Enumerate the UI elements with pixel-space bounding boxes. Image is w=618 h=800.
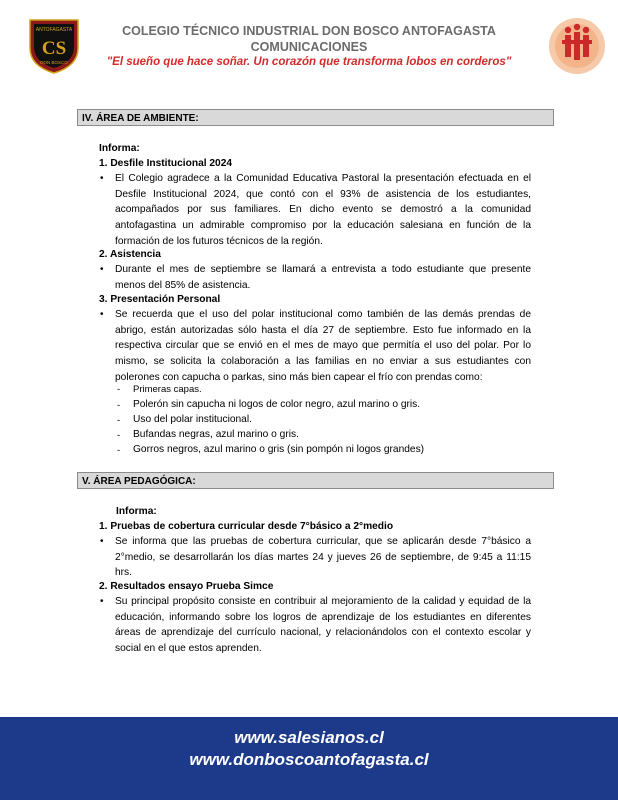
svg-text:CS: CS (41, 38, 67, 59)
paragraph-presentacion: Se recuerda que el uso del polar institucional como también de las demás prendas de abrigo, están autorizadas sólo hasta el día 27 de septiembre. Esto fue informado en la respectiva circular que se envió en el mes de mayo que permitía el uso del polar. Por lo mismo, se solicita la colaboración a las familias en no enviar a sus estudiantes con polerones con capucha o parkas, sino más bien capear el frío con prendas como: (115, 309, 531, 383)
item-title-desfile: 1. Desfile Institucional 2024 (99, 158, 233, 169)
bullet-icon: • (100, 264, 104, 275)
item-title-asistencia: 2. Asistencia (99, 249, 161, 260)
dash-icon: - (117, 430, 121, 441)
list-item: Gorros negros, azul marino o gris (sin pompón ni logos grandes) (133, 444, 425, 455)
footer-link-donbosco[interactable]: www.donboscoantofagasta.cl (189, 750, 429, 769)
dash-icon: - (117, 384, 121, 395)
item-title-presentacion: 3. Presentación Personal (99, 294, 221, 305)
svg-text:ANTOFAGASTA: ANTOFAGASTA (35, 27, 73, 33)
school-name: COLEGIO TÉCNICO INDUSTRIAL DON BOSCO ANTOFAGASTA (122, 24, 496, 38)
school-motto: "El sueño que hace soñar. Un corazón que transforma lobos en corderos" (106, 56, 512, 68)
list-item: Uso del polar institucional. (133, 414, 252, 425)
section-header-pedagogica: V. ÁREA PEDAGÓGICA: (77, 472, 554, 489)
dash-icon: - (117, 445, 121, 456)
bullet-icon: • (100, 536, 104, 547)
footer-link-salesianos[interactable]: www.salesianos.cl (234, 728, 384, 747)
paragraph-desfile: El Colegio agradece a la Comunidad Educativa Pastoral la presentación efectuada en el Desfile Institucional 2024, que contó con el 93% de asistencia de los estudiantes, acompañados por sus familiares. En dicho evento se demostró a la comunidad antofagastina un admirable compromiso por la educación salesiana en función de la formación de los futuros técnicos de la región. (115, 173, 531, 247)
section-header-ambiente: IV. ÁREA DE AMBIENTE: (77, 109, 554, 126)
dash-icon: - (117, 400, 121, 411)
bullet-icon: • (100, 596, 104, 607)
informa-label: Informa: (116, 506, 157, 517)
informa-label: Informa: (99, 143, 140, 154)
footer-banner (0, 717, 618, 800)
list-item: Polerón sin capucha ni logos de color negro, azul marino o gris. (133, 399, 421, 410)
list-item: Primeras capas. (133, 384, 202, 395)
paragraph-pruebas: Se informa que las pruebas de cobertura curricular, que se aplicarán desde 7°básico a 2°medio, se desarrollarán los días martes 24 y jueves 26 de septiembre, de 9:45 a 11:15 hrs. (115, 536, 531, 579)
list-item: Bufandas negras, azul marino o gris. (133, 429, 299, 440)
bullet-icon: • (100, 173, 104, 184)
bullet-icon: • (100, 309, 104, 320)
item-title-pruebas: 1. Pruebas de cobertura curricular desde 7°básico a 2°medio (99, 521, 394, 532)
item-title-simce: 2. Resultados ensayo Prueba Simce (99, 581, 274, 592)
svg-text:DON BOSCO: DON BOSCO (40, 60, 68, 65)
letterhead (0, 0, 618, 90)
dash-icon: - (117, 415, 121, 426)
document-type: COMUNICACIONES (250, 40, 368, 54)
paragraph-asistencia: Durante el mes de septiembre se llamará a entrevista a todo estudiante que presente menos del 85% de asistencia. (115, 264, 531, 291)
salesian-family-logo (548, 16, 606, 76)
paragraph-simce: Su principal propósito consiste en contribuir al mejoramiento de la calidad y equidad de la educación, informando sobre los logros de aprendizaje de los estudiantes en diferentes áreas de aprendizaje del currículo nacional, y relacionándolos con el contexto escolar y social en el que estos aprenden. (115, 596, 531, 655)
